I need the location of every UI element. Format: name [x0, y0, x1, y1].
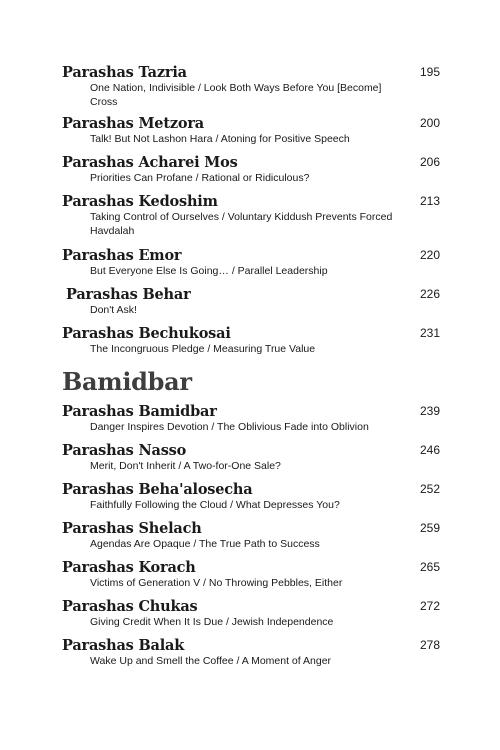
- toc-entry-nasso[interactable]: [62, 442, 440, 474]
- entry-subtitle: But Everyone Else Is Going… / Parallel Leadership: [90, 265, 328, 277]
- entry-title: Parashas Nasso: [62, 442, 187, 459]
- entry-subtitle: Talk! But Not Lashon Hara / Atoning for Positive Speech: [90, 133, 350, 145]
- toc-entry-kedoshim[interactable]: [62, 193, 440, 238]
- entry-subtitle: Merit, Don't Inherit / A Two-for-One Sale?: [90, 460, 281, 472]
- entry-page-number: 259: [419, 521, 440, 535]
- toc-entry-shelach[interactable]: [62, 520, 440, 552]
- entry-title: Parashas Balak: [62, 637, 185, 654]
- entry-title: Parashas Kedoshim: [62, 193, 218, 210]
- entry-page-number: 220: [419, 248, 440, 262]
- toc-entry-bamidbar[interactable]: [62, 403, 440, 435]
- entry-subtitle: Faithfully Following the Cloud / What Depresses You?: [90, 499, 340, 511]
- entry-title: Parashas Korach: [62, 559, 196, 576]
- entry-subtitle: Wake Up and Smell the Coffee / A Moment of Anger: [90, 655, 332, 667]
- toc-entry-chukas[interactable]: [62, 598, 440, 630]
- entry-title: Parashas Behar: [66, 286, 191, 303]
- entry-page-number: 231: [419, 326, 440, 340]
- entry-title: Parashas Bamidbar: [62, 403, 217, 420]
- entry-page-number: 278: [419, 638, 440, 652]
- toc-entry-behaalosecha[interactable]: [62, 481, 440, 513]
- entry-page-number: 200: [419, 116, 440, 130]
- entry-page-number: 239: [419, 404, 440, 418]
- entry-title: Parashas Acharei Mos: [62, 154, 238, 171]
- entry-subtitle: One Nation, Indivisible / Look Both Ways Before You [Become] Cross: [90, 82, 382, 108]
- entry-page-number: 265: [419, 560, 440, 574]
- entry-subtitle: Giving Credit When It Is Due / Jewish Independence: [90, 616, 334, 628]
- entry-title: Parashas Beha'alosecha: [62, 481, 253, 498]
- entry-title: Parashas Metzora: [62, 115, 204, 132]
- toc-entry-tazria[interactable]: [62, 64, 440, 109]
- entry-title: Parashas Emor: [62, 247, 182, 264]
- entry-title: Parashas Shelach: [62, 520, 202, 537]
- entry-page-number: 206: [419, 155, 440, 169]
- entry-subtitle: Don't Ask!: [90, 304, 137, 316]
- entry-title: Parashas Bechukosai: [62, 325, 231, 342]
- entry-page-number: 213: [419, 194, 440, 208]
- entry-subtitle: The Incongruous Pledge / Measuring True Value: [90, 343, 316, 355]
- entry-page-number: 252: [419, 482, 440, 496]
- entry-page-number: 195: [419, 65, 440, 79]
- entry-page-number: 226: [419, 287, 440, 301]
- toc-entry-bechukosai[interactable]: [62, 325, 440, 357]
- entry-title: Parashas Chukas: [62, 598, 198, 615]
- entry-subtitle: Danger Inspires Devotion / The Oblivious Fade into Oblivion: [90, 421, 369, 433]
- entry-page-number: 246: [419, 443, 440, 457]
- entry-subtitle: Priorities Can Profane / Rational or Ridiculous?: [90, 172, 310, 184]
- toc-entry-balak[interactable]: [62, 637, 440, 669]
- entry-page-number: 272: [419, 599, 440, 613]
- toc-entry-emor[interactable]: [62, 247, 440, 279]
- toc-entry-korach[interactable]: [62, 559, 440, 591]
- entry-subtitle: Victims of Generation V / No Throwing Pebbles, Either: [90, 577, 343, 589]
- toc-entry-acharei-mos[interactable]: [62, 154, 440, 186]
- toc-entry-behar[interactable]: [62, 286, 440, 318]
- toc-entry-metzora[interactable]: [62, 115, 440, 147]
- entry-subtitle: Taking Control of Ourselves / Voluntary Kiddush Prevents Forced Havdalah: [90, 211, 393, 237]
- entry-title: Parashas Tazria: [62, 64, 187, 81]
- entry-subtitle: Agendas Are Opaque / The True Path to Success: [90, 538, 320, 550]
- section-heading: Bamidbar: [62, 367, 192, 396]
